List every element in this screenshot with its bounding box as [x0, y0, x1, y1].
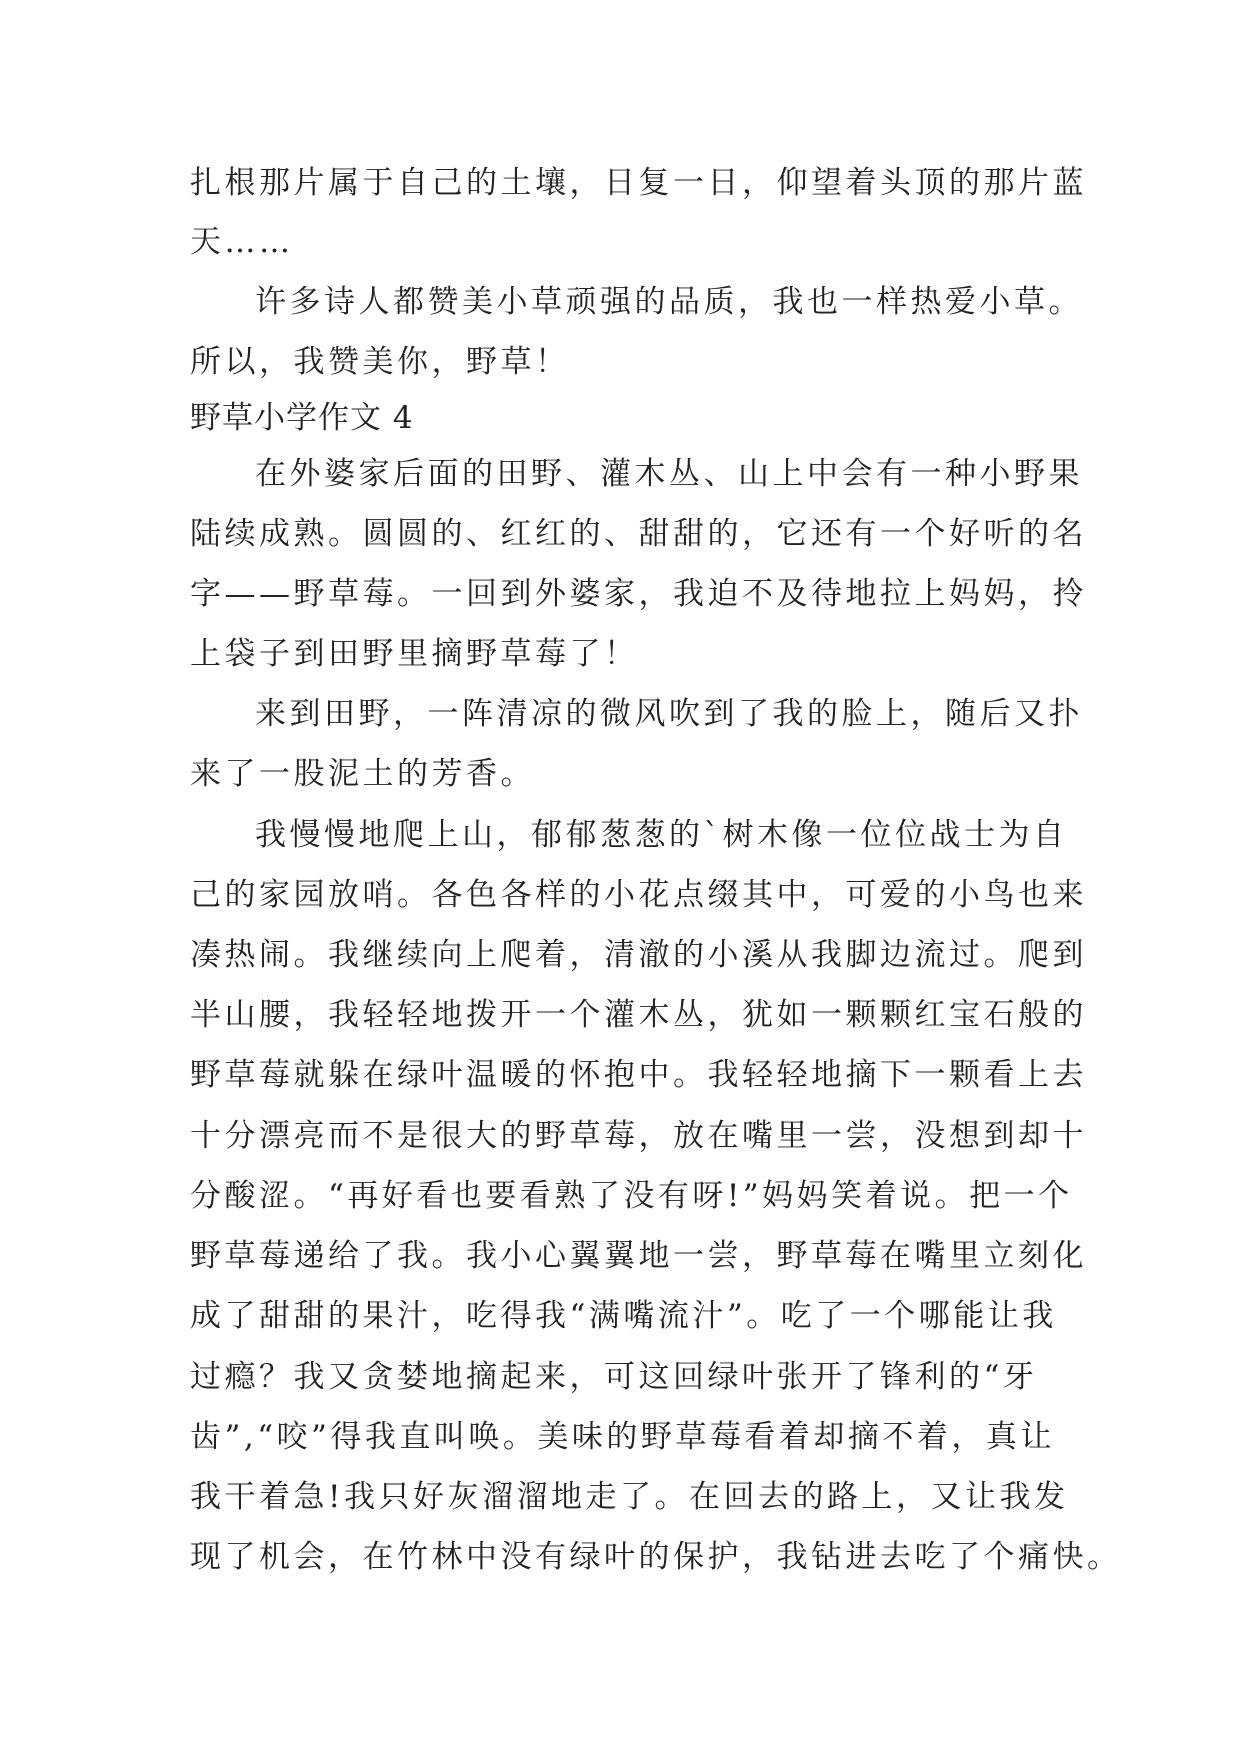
text-line: 许多诗人都赞美小草顽强的品质，我也一样热爱小草。	[255, 284, 1083, 320]
text-line: 野草莓就躲在绿叶温暖的怀抱中。我轻轻地摘下一颗看上去	[190, 1057, 1087, 1093]
text-line: 上袋子到田野里摘野草莓了！	[190, 636, 639, 672]
text-line: 半山腰，我轻轻地拨开一个灌木丛，犹如一颗颗红宝石般的	[190, 997, 1087, 1033]
text-line: 我干着急!我只好灰溜溜地走了。在回去的路上，又让我发	[190, 1479, 1069, 1515]
text-line: 十分漂亮而不是很大的野草莓，放在嘴里一尝，没想到却十	[190, 1118, 1087, 1154]
text-line: 在外婆家后面的田野、灌木丛、山上中会有一种小野果	[255, 456, 1083, 492]
text-line: 所以，我赞美你，野草！	[190, 344, 570, 380]
text-line: 野草莓递给了我。我小心翼翼地一尝，野草莓在嘴里立刻化	[190, 1238, 1087, 1274]
text-line: 成了甜甜的果汁，吃得我“满嘴流汁”。吃了一个哪能让我	[190, 1298, 1057, 1334]
text-line: 凑热闹。我继续向上爬着，清澈的小溪从我脚边流过。爬到	[190, 937, 1087, 973]
text-line: 来了一股泥土的芳香。	[190, 756, 535, 792]
text-line: 现了机会，在竹林中没有绿叶的保护，我钻进去吃了个痛快。	[190, 1539, 1122, 1575]
text-line: 陆续成熟。圆圆的、红红的、甜甜的，它还有一个好听的名	[190, 516, 1087, 552]
text-line: 过瘾？我又贪婪地摘起来，可这回绿叶张开了锋利的“牙	[190, 1359, 1038, 1395]
text-line: 扎根那片属于自己的土壤，日复一日，仰望着头顶的那片蓝	[190, 165, 1087, 201]
text-line: 来到田野，一阵清凉的微风吹到了我的脸上，随后又扑	[255, 696, 1083, 732]
text-line: 齿”,“咬”得我直叫唤。美味的野草莓看着却摘不着，真让	[190, 1419, 1055, 1455]
text-line: 字——野草莓。一回到外婆家，我迫不及待地拉上妈妈，拎	[190, 576, 1087, 612]
text-line: 天……	[190, 224, 294, 260]
text-line: 分酸涩。“再好看也要看熟了没有呀!”妈妈笑着说。把一个	[190, 1178, 1073, 1214]
text-line: 己的家园放哨。各色各样的小花点缀其中，可爱的小鸟也来	[190, 877, 1087, 913]
text-line: 我慢慢地爬上山，郁郁葱葱的`树木像一位位战士为自	[255, 817, 1068, 853]
section-heading: 野草小学作文 4	[190, 400, 414, 436]
